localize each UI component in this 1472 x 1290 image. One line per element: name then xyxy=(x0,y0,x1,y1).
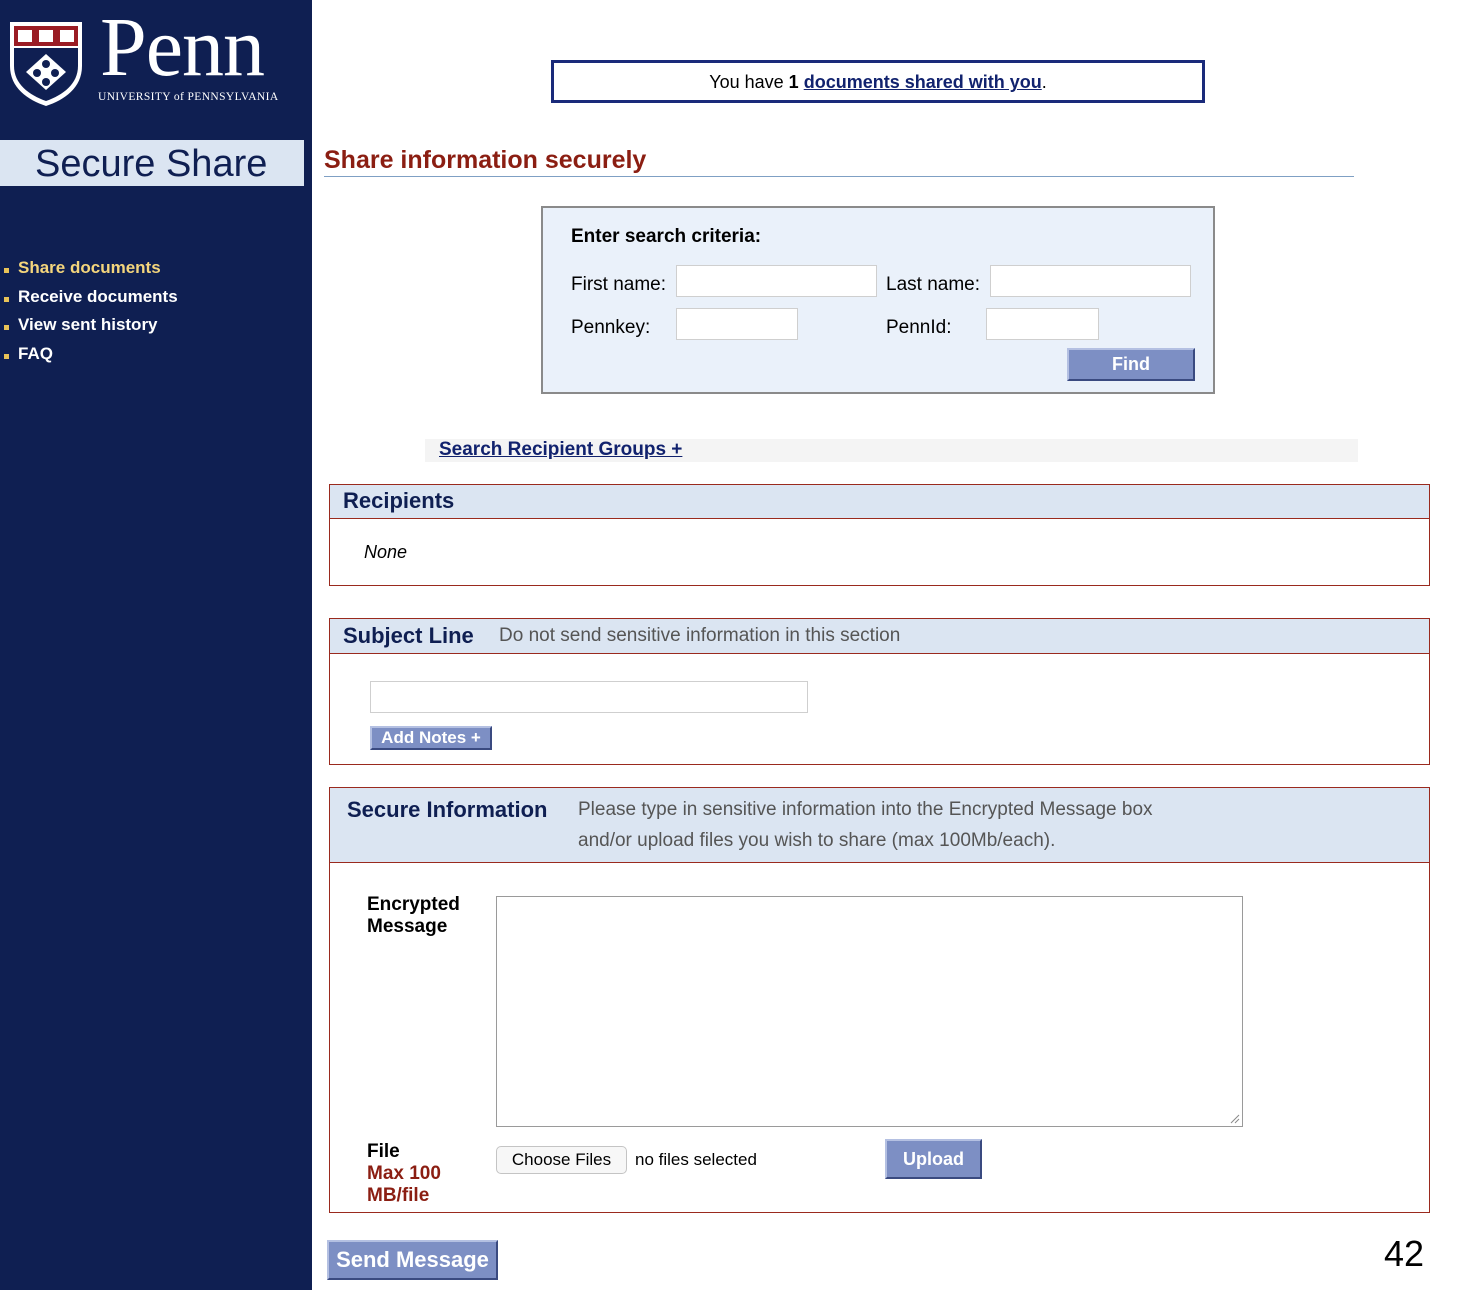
encrypted-message-label-line1: Encrypted xyxy=(367,894,460,915)
nav-item-label: Share documents xyxy=(18,258,161,277)
bullet-icon xyxy=(4,297,9,302)
nav-item-receive-documents[interactable] xyxy=(0,287,178,316)
last-name-input[interactable] xyxy=(990,265,1191,297)
max-size-label-line1: Max 100 xyxy=(367,1163,441,1184)
secure-information-panel xyxy=(329,787,1430,1213)
nav-item-faq[interactable] xyxy=(0,344,178,373)
recipients-header xyxy=(330,485,1429,519)
max-size-label-line2: MB/file xyxy=(367,1185,430,1206)
subject-note: Do not send sensitive information in this section xyxy=(499,625,901,646)
subject-input[interactable] xyxy=(370,681,808,713)
bullet-icon xyxy=(4,325,9,330)
notice-count: 1 xyxy=(788,72,799,92)
secure-note-line1: Please type in sensitive information into the Encrypted Message box xyxy=(578,799,1153,820)
penn-subtitle: UNIVERSITY of PENNSYLVANIA xyxy=(98,91,279,103)
file-label: File xyxy=(367,1141,400,1162)
nav-item-share-documents[interactable] xyxy=(0,258,178,287)
recipient-groups-bar xyxy=(425,439,1358,462)
pennid-label: PennId: xyxy=(886,317,952,338)
recipients-panel xyxy=(329,484,1430,586)
choose-files-button[interactable]: Choose Files xyxy=(496,1146,627,1174)
shared-documents-notice xyxy=(551,60,1205,103)
encrypted-message-label xyxy=(367,894,460,938)
penn-logo[interactable] xyxy=(8,1,298,114)
no-files-selected-text: no files selected xyxy=(635,1150,757,1169)
subject-header xyxy=(330,619,1429,654)
search-recipient-groups-link[interactable]: Search Recipient Groups + xyxy=(439,439,683,460)
search-criteria-box xyxy=(541,206,1215,394)
recipients-title: Recipients xyxy=(343,488,455,513)
page-number: 42 xyxy=(1384,1233,1425,1274)
resize-grip-icon[interactable] xyxy=(1230,1114,1240,1124)
penn-shield-icon xyxy=(8,20,84,108)
app-title: Secure Share xyxy=(35,143,268,185)
bullet-icon xyxy=(4,268,9,273)
add-notes-button[interactable]: Add Notes + xyxy=(370,726,492,750)
subject-panel xyxy=(329,618,1430,765)
secure-header xyxy=(330,788,1429,863)
nav-item-label: View sent history xyxy=(18,315,158,335)
file-label-group xyxy=(367,1141,441,1207)
upload-button[interactable]: Upload xyxy=(885,1139,982,1179)
pennid-input[interactable] xyxy=(986,308,1099,340)
pennkey-input[interactable] xyxy=(676,308,798,340)
nav-item-label: Receive documents xyxy=(18,286,178,306)
encrypted-message-textarea[interactable] xyxy=(496,896,1243,1127)
find-button[interactable]: Find xyxy=(1067,348,1195,381)
documents-shared-link[interactable]: documents shared with you xyxy=(803,72,1042,92)
first-name-input[interactable] xyxy=(676,265,877,297)
page-title: Share information securely xyxy=(324,146,647,174)
notice-prefix: You have xyxy=(709,72,784,92)
first-name-label: First name: xyxy=(571,274,667,295)
notice-suffix: . xyxy=(1041,72,1047,92)
pennkey-label: Pennkey: xyxy=(571,317,651,338)
last-name-label: Last name: xyxy=(886,274,980,295)
subject-title: Subject Line xyxy=(343,623,474,648)
heading-divider xyxy=(324,176,1354,177)
send-message-button[interactable]: Send Message xyxy=(327,1240,498,1280)
sidebar-nav xyxy=(0,258,178,373)
nav-item-view-sent-history[interactable] xyxy=(0,315,178,344)
recipients-empty-text: None xyxy=(364,542,408,562)
nav-item-label: FAQ xyxy=(18,344,53,364)
penn-wordmark: Penn xyxy=(100,1,264,94)
search-title: Enter search criteria: xyxy=(571,226,762,247)
bullet-icon xyxy=(4,354,9,359)
sidebar xyxy=(0,0,312,1290)
encrypted-message-label-line2: Message xyxy=(367,916,448,937)
secure-note-line2: and/or upload files you wish to share (max 100Mb/each). xyxy=(578,830,1056,851)
secure-title: Secure Information xyxy=(347,797,548,822)
